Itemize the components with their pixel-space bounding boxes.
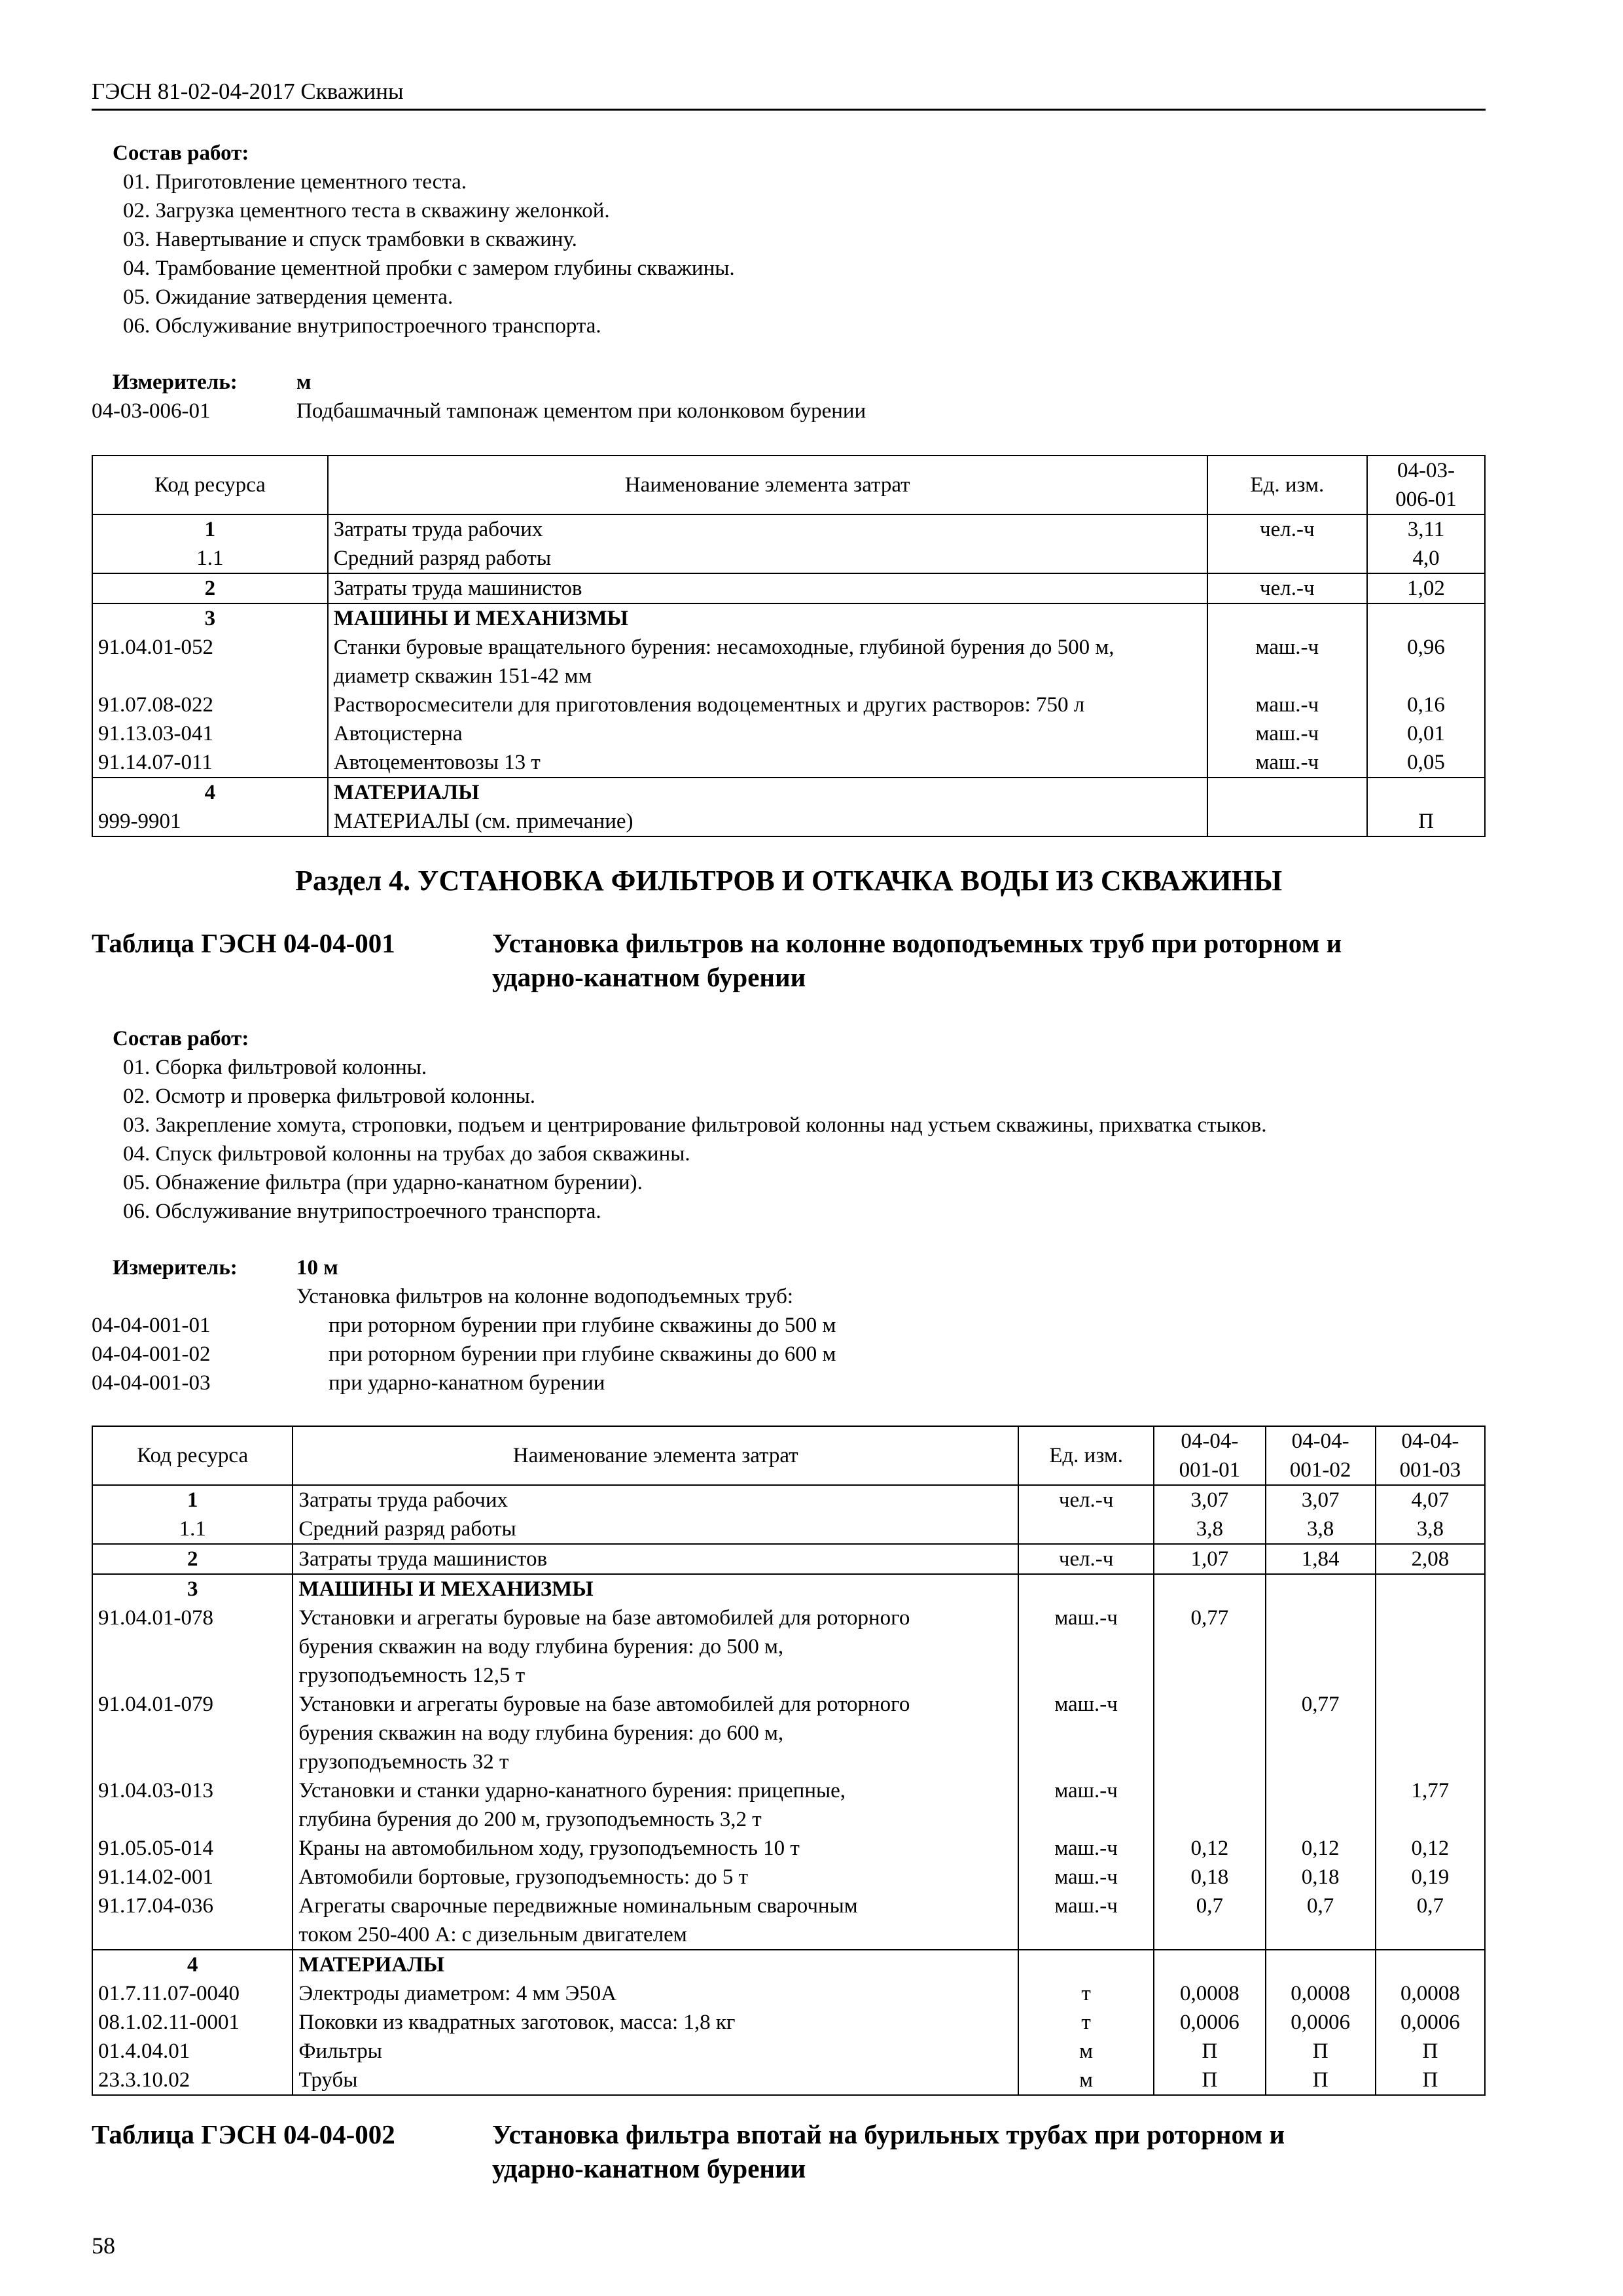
resource-name: Трубы bbox=[293, 2066, 1018, 2095]
resource-unit bbox=[1207, 662, 1368, 691]
resource-unit: маш.-ч bbox=[1018, 1834, 1154, 1863]
resource-name: Растворосмесители для приготовления водоцементных и других растворов: 750 л bbox=[328, 691, 1207, 719]
work-item: 03. Навертывание и спуск трамбовки в скважину. bbox=[123, 228, 577, 251]
resource-unit bbox=[1018, 1661, 1154, 1690]
norm-value-1: 0,16 bbox=[1367, 691, 1485, 719]
norm-value-2 bbox=[1266, 1805, 1376, 1834]
table-row bbox=[92, 748, 1485, 778]
measure-label: Измеритель: bbox=[113, 1256, 238, 1280]
norm-value-2 bbox=[1266, 1604, 1376, 1632]
resource-code bbox=[92, 662, 328, 691]
norm-value-3: 3,8 bbox=[1376, 1515, 1485, 1544]
norm-value-1 bbox=[1154, 1719, 1265, 1748]
resource-unit bbox=[1018, 1719, 1154, 1748]
norm-value-3: 0,12 bbox=[1376, 1834, 1485, 1863]
table-number: Таблица ГЭСН 04-04-002 bbox=[92, 2119, 395, 2149]
header-code: Код ресурса bbox=[92, 1426, 293, 1485]
resource-unit: маш.-ч bbox=[1207, 719, 1368, 748]
norm-value-2: 1,84 bbox=[1266, 1544, 1376, 1574]
resource-code: 1 bbox=[92, 514, 328, 544]
resource-code: 23.3.10.02 bbox=[92, 2066, 293, 2095]
resource-code: 91.04.01-078 bbox=[92, 1604, 293, 1632]
work-item: 01. Сборка фильтровой колонны. bbox=[123, 1056, 427, 1079]
table-row bbox=[92, 1719, 1485, 1748]
resource-code bbox=[92, 1632, 293, 1661]
resource-code: 999-9901 bbox=[92, 807, 328, 836]
resource-name: Агрегаты сварочные передвижные номинальным сварочным bbox=[293, 1892, 1018, 1920]
norm-value-2: 0,0006 bbox=[1266, 2008, 1376, 2037]
norm-value-1: П bbox=[1154, 2037, 1265, 2066]
resource-unit: маш.-ч bbox=[1018, 1776, 1154, 1805]
table-row bbox=[92, 1485, 1485, 1515]
measure-unit: 10 м bbox=[296, 1256, 338, 1280]
norm-value-3 bbox=[1376, 1748, 1485, 1776]
resource-unit: чел.-ч bbox=[1018, 1485, 1154, 1515]
table-row bbox=[92, 1863, 1485, 1892]
resource-name: Установки и станки ударно-канатного бурения: прицепные, bbox=[293, 1776, 1018, 1805]
norm-value-1 bbox=[1154, 1690, 1265, 1719]
table-name: Установка фильтра впотай на бурильных трубах при роторном и ударно-канатном бурении bbox=[492, 2119, 1285, 2183]
resource-code: 3 bbox=[92, 1574, 293, 1604]
work-item: 04. Трамбование цементной пробки с замером глубины скважины. bbox=[123, 257, 735, 280]
measure-unit: м bbox=[296, 370, 312, 394]
header-title: ГЭСН 81-02-04-2017 Скважины bbox=[92, 79, 404, 104]
norm-value-2 bbox=[1266, 1950, 1376, 1979]
resource-unit: маш.-ч bbox=[1207, 748, 1368, 778]
norm-value-3: 2,08 bbox=[1376, 1544, 1485, 1574]
norm-value-3: П bbox=[1376, 2066, 1485, 2095]
norm-description: Подбашмачный тампонаж цементом при колонковом бурении bbox=[296, 399, 866, 423]
resource-unit: чел.-ч bbox=[1207, 514, 1368, 544]
header-norm-col-1: 04-04- 001-01 bbox=[1154, 1426, 1265, 1485]
resource-code: 91.13.03-041 bbox=[92, 719, 328, 748]
measure-block-2 bbox=[92, 1253, 1486, 1397]
resource-code: 91.17.04-036 bbox=[92, 1892, 293, 1920]
table-row bbox=[92, 1834, 1485, 1863]
norm-code: 04-04-001-01 bbox=[92, 1314, 211, 1337]
norm-value-2: 0,18 bbox=[1266, 1863, 1376, 1892]
resource-name: МАТЕРИАЛЫ bbox=[293, 1950, 1018, 1979]
norm-value-1: 0,96 bbox=[1367, 633, 1485, 662]
norm-value-1 bbox=[1154, 1776, 1265, 1805]
norm-value-1: 4,0 bbox=[1367, 544, 1485, 573]
resource-code: 08.1.02.11-0001 bbox=[92, 2008, 293, 2037]
norm-value-3: 0,0008 bbox=[1376, 1979, 1485, 2008]
norm-value-1: 0,12 bbox=[1154, 1834, 1265, 1863]
table-row bbox=[92, 1515, 1485, 1544]
resource-name: МАТЕРИАЛЫ bbox=[328, 778, 1207, 807]
norm-value-1: 3,11 bbox=[1367, 514, 1485, 544]
work-item: 03. Закрепление хомута, строповки, подъем и центрирование фильтровой колонны над устьем скважины, прихватка стыков. bbox=[123, 1113, 1267, 1137]
norm-value-3 bbox=[1376, 1920, 1485, 1950]
norm-value-1: 0,18 bbox=[1154, 1863, 1265, 1892]
resource-name: Затраты труда рабочих bbox=[328, 514, 1207, 544]
resource-unit bbox=[1018, 1950, 1154, 1979]
resource-unit bbox=[1018, 1920, 1154, 1950]
resource-code: 91.05.05-014 bbox=[92, 1834, 293, 1863]
table-row bbox=[92, 807, 1485, 836]
resource-code: 91.07.08-022 bbox=[92, 691, 328, 719]
norm-value-1 bbox=[1367, 603, 1485, 633]
resource-unit bbox=[1018, 1574, 1154, 1604]
norm-value-2 bbox=[1266, 1776, 1376, 1805]
norm-value-1 bbox=[1154, 1574, 1265, 1604]
norm-value-2: 0,77 bbox=[1266, 1690, 1376, 1719]
table-row bbox=[92, 719, 1485, 748]
header-name: Наименование элемента затрат bbox=[293, 1426, 1018, 1485]
norm-value-3: 0,0006 bbox=[1376, 2008, 1485, 2037]
resource-name: грузоподъемность 12,5 т bbox=[293, 1661, 1018, 1690]
norm-value-1: 1,07 bbox=[1154, 1544, 1265, 1574]
resource-name: Поковки из квадратных заготовок, масса: 1,8 кг bbox=[293, 2008, 1018, 2037]
resource-name: глубина бурения до 200 м, грузоподъемность 3,2 т bbox=[293, 1805, 1018, 1834]
resource-name: Средний разряд работы bbox=[328, 544, 1207, 573]
resource-code: 91.04.01-052 bbox=[92, 633, 328, 662]
work-item: 05. Обнажение фильтра (при ударно-канатном бурении). bbox=[123, 1171, 643, 1194]
page-number: 58 bbox=[92, 2233, 115, 2259]
work-item: 04. Спуск фильтровой колонны на трубах до забоя скважины. bbox=[123, 1142, 690, 1166]
work-item: 02. Загрузка цементного теста в скважину желонкой. bbox=[123, 199, 610, 223]
norm-value-1: П bbox=[1367, 807, 1485, 836]
norm-description: при ударно-канатном бурении bbox=[329, 1371, 605, 1395]
norm-value-3 bbox=[1376, 1690, 1485, 1719]
norm-value-1: 1,02 bbox=[1367, 573, 1485, 603]
page-header bbox=[92, 72, 1486, 111]
norm-value-1 bbox=[1154, 1632, 1265, 1661]
work-item: 06. Обслуживание внутрипостроечного транспорта. bbox=[123, 1200, 601, 1223]
norm-value-1 bbox=[1367, 778, 1485, 807]
header-norm-col-3: 04-04- 001-03 bbox=[1376, 1426, 1485, 1485]
resource-unit bbox=[1018, 1515, 1154, 1544]
norm-value-1 bbox=[1367, 662, 1485, 691]
norm-value-1: 0,01 bbox=[1367, 719, 1485, 748]
resource-unit bbox=[1207, 807, 1368, 836]
work-item: 01. Приготовление цементного теста. bbox=[123, 170, 467, 194]
norm-value-1 bbox=[1154, 1920, 1265, 1950]
table-row bbox=[92, 633, 1485, 662]
norm-value-3: 4,07 bbox=[1376, 1485, 1485, 1515]
resource-unit: м bbox=[1018, 2066, 1154, 2095]
resource-code: 91.04.03-013 bbox=[92, 1776, 293, 1805]
resource-unit: маш.-ч bbox=[1207, 633, 1368, 662]
resource-name: Автоцементовозы 13 т bbox=[328, 748, 1207, 778]
table-row bbox=[92, 1950, 1485, 1979]
resource-unit: чел.-ч bbox=[1207, 573, 1368, 603]
norm-value-2: П bbox=[1266, 2066, 1376, 2095]
work-composition-2 bbox=[92, 1024, 1486, 1226]
resource-unit bbox=[1207, 603, 1368, 633]
norm-value-1 bbox=[1154, 1748, 1265, 1776]
norm-value-1: 3,8 bbox=[1154, 1515, 1265, 1544]
resource-code: 4 bbox=[92, 1950, 293, 1979]
work-composition-caption: Состав работ: bbox=[113, 1027, 249, 1050]
norm-intro: Установка фильтров на колонне водоподъемных труб: bbox=[296, 1285, 794, 1308]
header-unit: Ед. изм. bbox=[1207, 456, 1368, 514]
resource-name: бурения скважин на воду глубина бурения: до 500 м, bbox=[293, 1632, 1018, 1661]
norm-value-3 bbox=[1376, 1719, 1485, 1748]
resource-name: Затраты труда рабочих bbox=[293, 1485, 1018, 1515]
norm-value-2 bbox=[1266, 1719, 1376, 1748]
resource-unit bbox=[1018, 1632, 1154, 1661]
measure-block-1 bbox=[92, 368, 1486, 425]
table-row bbox=[92, 603, 1485, 633]
norm-value-3: 0,19 bbox=[1376, 1863, 1485, 1892]
resource-code: 91.14.07-011 bbox=[92, 748, 328, 778]
resource-name: МАШИНЫ И МЕХАНИЗМЫ bbox=[293, 1574, 1018, 1604]
resource-name: Затраты труда машинистов bbox=[293, 1544, 1018, 1574]
resource-code bbox=[92, 1719, 293, 1748]
norm-value-2 bbox=[1266, 1661, 1376, 1690]
measure-label: Измеритель: bbox=[113, 370, 238, 394]
norm-value-1 bbox=[1154, 1805, 1265, 1834]
norm-value-2: 3,07 bbox=[1266, 1485, 1376, 1515]
norm-value-2 bbox=[1266, 1574, 1376, 1604]
resource-code: 1.1 bbox=[92, 1515, 293, 1544]
work-composition-1 bbox=[92, 139, 1486, 340]
resource-unit: маш.-ч bbox=[1018, 1690, 1154, 1719]
norm-code: 04-03-006-01 bbox=[92, 399, 211, 423]
table-row bbox=[92, 1661, 1485, 1690]
norm-value-1: 0,0006 bbox=[1154, 2008, 1265, 2037]
resource-unit bbox=[1207, 778, 1368, 807]
norm-code: 04-04-001-02 bbox=[92, 1342, 211, 1366]
norm-description: при роторном бурении при глубине скважины до 500 м bbox=[329, 1314, 836, 1337]
resource-name: Установки и агрегаты буровые на базе автомобилей для роторного bbox=[293, 1604, 1018, 1632]
work-item: 05. Ожидание затвердения цемента. bbox=[123, 285, 454, 309]
norm-value-1: 0,7 bbox=[1154, 1892, 1265, 1920]
norm-value-2 bbox=[1266, 1748, 1376, 1776]
resource-code bbox=[92, 1805, 293, 1834]
table-title-04-04-002 bbox=[92, 2117, 1486, 2189]
table-row bbox=[92, 573, 1485, 603]
resource-name: Электроды диаметром: 4 мм Э50А bbox=[293, 1979, 1018, 2008]
norm-code: 04-04-001-03 bbox=[92, 1371, 211, 1395]
norm-value-1: 0,05 bbox=[1367, 748, 1485, 778]
resource-code: 3 bbox=[92, 603, 328, 633]
table-row bbox=[92, 691, 1485, 719]
table-row bbox=[92, 662, 1485, 691]
table-row bbox=[92, 1748, 1485, 1776]
resource-code bbox=[92, 1920, 293, 1950]
resource-name: Фильтры bbox=[293, 2037, 1018, 2066]
work-item: 06. Обслуживание внутрипостроечного транспорта. bbox=[123, 314, 601, 338]
norm-value-1: 0,77 bbox=[1154, 1604, 1265, 1632]
resource-code: 1.1 bbox=[92, 544, 328, 573]
header-name: Наименование элемента затрат bbox=[328, 456, 1207, 514]
resource-code: 2 bbox=[92, 573, 328, 603]
norm-value-1 bbox=[1154, 1950, 1265, 1979]
norm-value-3 bbox=[1376, 1805, 1485, 1834]
norm-value-3 bbox=[1376, 1604, 1485, 1632]
resource-unit bbox=[1207, 544, 1368, 573]
resource-unit: т bbox=[1018, 1979, 1154, 2008]
table-row bbox=[92, 1920, 1485, 1950]
resource-unit: м bbox=[1018, 2037, 1154, 2066]
resource-unit: т bbox=[1018, 2008, 1154, 2037]
norm-description: при роторном бурении при глубине скважины до 600 м bbox=[329, 1342, 836, 1366]
table-row bbox=[92, 544, 1485, 573]
resource-name: бурения скважин на воду глубина бурения: до 600 м, bbox=[293, 1719, 1018, 1748]
resource-name: грузоподъемность 32 т bbox=[293, 1748, 1018, 1776]
document-page bbox=[92, 0, 1486, 2296]
resource-name: МАТЕРИАЛЫ (см. примечание) bbox=[328, 807, 1207, 836]
resource-name: Затраты труда машинистов bbox=[328, 573, 1207, 603]
norm-value-3 bbox=[1376, 1950, 1485, 1979]
table-row bbox=[92, 778, 1485, 807]
resource-code: 01.7.11.07-0040 bbox=[92, 1979, 293, 2008]
resource-name: Средний разряд работы bbox=[293, 1515, 1018, 1544]
resource-code: 2 bbox=[92, 1544, 293, 1574]
norm-value-3 bbox=[1376, 1632, 1485, 1661]
resource-unit: маш.-ч bbox=[1018, 1604, 1154, 1632]
table-row bbox=[92, 1776, 1485, 1805]
table-row bbox=[92, 2066, 1485, 2095]
resource-code bbox=[92, 1748, 293, 1776]
table-row bbox=[92, 1690, 1485, 1719]
table-row bbox=[92, 1544, 1485, 1574]
resource-unit: маш.-ч bbox=[1018, 1892, 1154, 1920]
table-row bbox=[92, 1604, 1485, 1632]
norm-value-2 bbox=[1266, 1920, 1376, 1950]
resource-name: Станки буровые вращательного бурения: несамоходные, глубиной бурения до 500 м, bbox=[328, 633, 1207, 662]
resource-name: МАШИНЫ И МЕХАНИЗМЫ bbox=[328, 603, 1207, 633]
resource-name: Автомобили бортовые, грузоподъемность: до 5 т bbox=[293, 1863, 1018, 1892]
table-row bbox=[92, 514, 1485, 544]
resource-unit bbox=[1018, 1748, 1154, 1776]
norm-value-2: 0,0008 bbox=[1266, 1979, 1376, 2008]
table-row bbox=[92, 1979, 1485, 2008]
resource-name: Автоцистерна bbox=[328, 719, 1207, 748]
resource-unit: маш.-ч bbox=[1207, 691, 1368, 719]
norm-value-2: П bbox=[1266, 2037, 1376, 2066]
resource-unit: чел.-ч bbox=[1018, 1544, 1154, 1574]
norm-value-2: 0,7 bbox=[1266, 1892, 1376, 1920]
table-row bbox=[92, 2008, 1485, 2037]
resource-code: 91.14.02-001 bbox=[92, 1863, 293, 1892]
norm-value-3 bbox=[1376, 1661, 1485, 1690]
resource-table-04-03-006 bbox=[92, 455, 1486, 837]
norm-value-3: 1,77 bbox=[1376, 1776, 1485, 1805]
norm-value-3 bbox=[1376, 1574, 1485, 1604]
resource-code: 1 bbox=[92, 1485, 293, 1515]
resource-code bbox=[92, 1661, 293, 1690]
header-norm-col-2: 04-04- 001-02 bbox=[1266, 1426, 1376, 1485]
norm-value-1: 0,0008 bbox=[1154, 1979, 1265, 2008]
norm-value-1: П bbox=[1154, 2066, 1265, 2095]
resource-name: диаметр скважин 151-42 мм bbox=[328, 662, 1207, 691]
norm-value-2 bbox=[1266, 1632, 1376, 1661]
norm-value-2: 3,8 bbox=[1266, 1515, 1376, 1544]
section-title: Раздел 4. УСТАНОВКА ФИЛЬТРОВ И ОТКАЧКА ВОДЫ ИЗ СКВАЖИНЫ bbox=[294, 865, 1283, 897]
table-number: Таблица ГЭСН 04-04-001 bbox=[92, 928, 395, 958]
table-name: Установка фильтров на колонне водоподъемных труб при роторном и ударно-канатном бурении bbox=[492, 928, 1342, 992]
work-composition-caption: Состав работ: bbox=[113, 141, 249, 165]
header-norm-col: 04-03- 006-01 bbox=[1367, 456, 1485, 514]
resource-name: током 250-400 А: с дизельным двигателем bbox=[293, 1920, 1018, 1950]
resource-unit: маш.-ч bbox=[1018, 1863, 1154, 1892]
table-row bbox=[92, 2037, 1485, 2066]
resource-unit bbox=[1018, 1805, 1154, 1834]
header-code: Код ресурса bbox=[92, 456, 328, 514]
resource-code: 01.4.04.01 bbox=[92, 2037, 293, 2066]
norm-value-1: 3,07 bbox=[1154, 1485, 1265, 1515]
resource-code: 4 bbox=[92, 778, 328, 807]
norm-value-3: П bbox=[1376, 2037, 1485, 2066]
norm-value-1 bbox=[1154, 1661, 1265, 1690]
table-row bbox=[92, 1632, 1485, 1661]
norm-value-2: 0,12 bbox=[1266, 1834, 1376, 1863]
table-title-04-04-001 bbox=[92, 926, 1486, 998]
table-row bbox=[92, 1805, 1485, 1834]
table-row bbox=[92, 1892, 1485, 1920]
table-row bbox=[92, 1574, 1485, 1604]
resource-code: 91.04.01-079 bbox=[92, 1690, 293, 1719]
norm-value-3: 0,7 bbox=[1376, 1892, 1485, 1920]
header-unit: Ед. изм. bbox=[1018, 1426, 1154, 1485]
resource-name: Краны на автомобильном ходу, грузоподъемность 10 т bbox=[293, 1834, 1018, 1863]
resource-name: Установки и агрегаты буровые на базе автомобилей для роторного bbox=[293, 1690, 1018, 1719]
work-item: 02. Осмотр и проверка фильтровой колонны. bbox=[123, 1085, 536, 1108]
resource-table-04-04-001 bbox=[92, 1426, 1486, 2096]
